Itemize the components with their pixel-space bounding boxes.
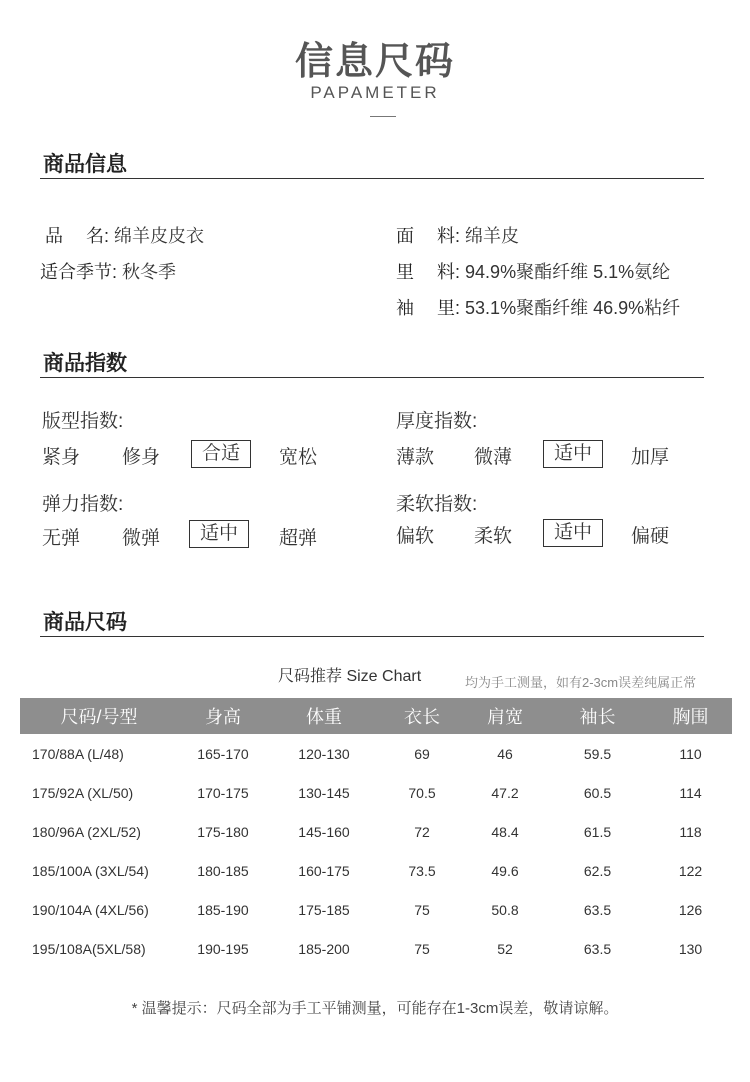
table-cell: 185/100A (3XL/54) — [32, 862, 149, 879]
table-cell: 48.4 — [491, 823, 519, 840]
index-option: 无弹 — [42, 528, 81, 549]
info-value: 秋冬季 — [122, 262, 177, 282]
section-divider — [40, 636, 704, 637]
table-cell: 63.5 — [583, 940, 612, 957]
table-cell: 170-175 — [197, 784, 249, 801]
column-header: 尺码/号型 — [20, 698, 178, 734]
section-title-indices: 商品指数 — [43, 352, 127, 375]
index-option: 偏硬 — [631, 526, 670, 547]
info-value: 绵羊皮 — [465, 226, 520, 246]
index-option: 微弹 — [122, 528, 161, 549]
table-cell: 62.5 — [583, 862, 612, 879]
table-cell: 110 — [679, 745, 702, 762]
info-value: 53.1%聚酯纤维 46.9%粘纤 — [465, 298, 681, 318]
index-option: 加厚 — [631, 447, 670, 468]
table-row — [20, 734, 732, 773]
info-label: 里 料: — [396, 262, 461, 282]
table-cell: 114 — [679, 784, 702, 801]
index-option: 宽松 — [279, 447, 318, 468]
table-cell: 126 — [678, 901, 703, 918]
table-cell: 195/108A(5XL/58) — [32, 940, 146, 957]
table-cell: 61.5 — [583, 823, 612, 840]
index-option: 微薄 — [474, 447, 513, 468]
table-cell: 190-195 — [197, 940, 249, 957]
info-item-name — [45, 222, 204, 248]
info-item-lining — [396, 258, 670, 284]
footnote: * 温馨提示：尺码全部为手工平铺测量，可能存在1-3cm误差，敬请谅解。 — [131, 1000, 619, 1017]
table-cell: 122 — [678, 862, 703, 879]
index-option-selected: 适中 — [189, 520, 249, 548]
table-cell: 190/104A (4XL/56) — [32, 901, 149, 918]
index-option: 偏软 — [396, 526, 435, 547]
info-value: 94.9%聚酯纤维 5.1%氨纶 — [465, 262, 671, 282]
table-cell: 52 — [497, 940, 513, 957]
table-cell: 175-180 — [197, 823, 249, 840]
table-cell: 185-190 — [197, 901, 249, 918]
table-cell: 145-160 — [298, 823, 350, 840]
index-title-fit: 版型指数: — [42, 411, 124, 432]
table-cell: 50.8 — [491, 901, 519, 918]
table-cell: 70.5 — [408, 784, 436, 801]
table-cell: 46 — [497, 745, 513, 762]
table-row — [20, 890, 732, 929]
info-label: 袖 里: — [396, 298, 461, 318]
index-option: 超弹 — [279, 528, 318, 549]
index-title-elasticity: 弹力指数: — [42, 494, 124, 515]
index-option-selected: 适中 — [543, 440, 603, 468]
page-subtitle: PAPAMETER — [310, 83, 440, 102]
table-cell: 180/96A (2XL/52) — [32, 823, 141, 840]
table-cell: 59.5 — [583, 745, 612, 762]
column-header: 肩宽 — [464, 698, 546, 734]
table-cell: 69 — [414, 745, 430, 762]
table-cell: 120-130 — [298, 745, 350, 762]
table-row — [20, 851, 732, 890]
index-title-softness: 柔软指数: — [396, 494, 478, 515]
table-cell: 170/88A (L/48) — [32, 745, 124, 762]
table-cell: 72 — [414, 823, 430, 840]
page-title: 信息尺码 — [294, 41, 455, 83]
section-divider — [40, 377, 704, 378]
table-row — [20, 812, 732, 851]
table-cell: 47.2 — [491, 784, 519, 801]
table-row — [20, 929, 732, 968]
size-chart-note: 均为手工测量，如有2-3cm误差纯属正常 — [465, 675, 697, 690]
column-header: 体重 — [268, 698, 380, 734]
column-header: 胸围 — [649, 698, 732, 734]
table-cell: 175-185 — [298, 901, 350, 918]
table-cell: 118 — [679, 823, 702, 840]
table-cell: 160-175 — [298, 862, 350, 879]
index-option: 柔软 — [474, 526, 513, 547]
table-cell: 63.5 — [583, 901, 612, 918]
table-cell: 75 — [414, 940, 430, 957]
index-option: 紧身 — [42, 447, 81, 468]
table-cell: 130-145 — [298, 784, 350, 801]
column-header: 身高 — [178, 698, 268, 734]
table-cell: 185-200 — [298, 940, 350, 957]
section-title-sizes: 商品尺码 — [43, 611, 127, 634]
table-header-row — [20, 698, 732, 734]
table-cell: 75 — [414, 901, 430, 918]
table-cell: 49.6 — [491, 862, 519, 879]
table-cell: 73.5 — [408, 862, 436, 879]
info-item-fabric — [396, 222, 519, 248]
table-cell: 180-185 — [197, 862, 249, 879]
info-label: 品 名: — [45, 226, 110, 246]
table-cell: 130 — [678, 940, 703, 957]
table-cell: 165-170 — [197, 745, 249, 762]
info-item-season — [40, 258, 176, 284]
table-cell: 175/92A (XL/50) — [32, 784, 134, 801]
table-cell: 60.5 — [583, 784, 612, 801]
index-option: 修身 — [122, 447, 161, 468]
column-header: 袖长 — [546, 698, 649, 734]
title-divider — [370, 116, 396, 117]
info-value: 绵羊皮皮衣 — [114, 226, 205, 246]
section-divider — [40, 178, 704, 179]
index-option: 薄款 — [396, 447, 435, 468]
size-chart-title: 尺码推荐 Size Chart — [278, 668, 422, 685]
index-title-thickness: 厚度指数: — [396, 411, 478, 432]
column-header: 衣长 — [380, 698, 464, 734]
index-option-selected: 适中 — [543, 519, 603, 547]
size-table — [20, 698, 732, 968]
section-title-product-info: 商品信息 — [43, 153, 127, 176]
index-option-selected: 合适 — [191, 440, 251, 468]
info-item-sleeve-lining — [396, 294, 680, 320]
info-label: 适合季节: — [40, 262, 118, 282]
info-label: 面 料: — [396, 226, 461, 246]
table-row — [20, 773, 732, 812]
